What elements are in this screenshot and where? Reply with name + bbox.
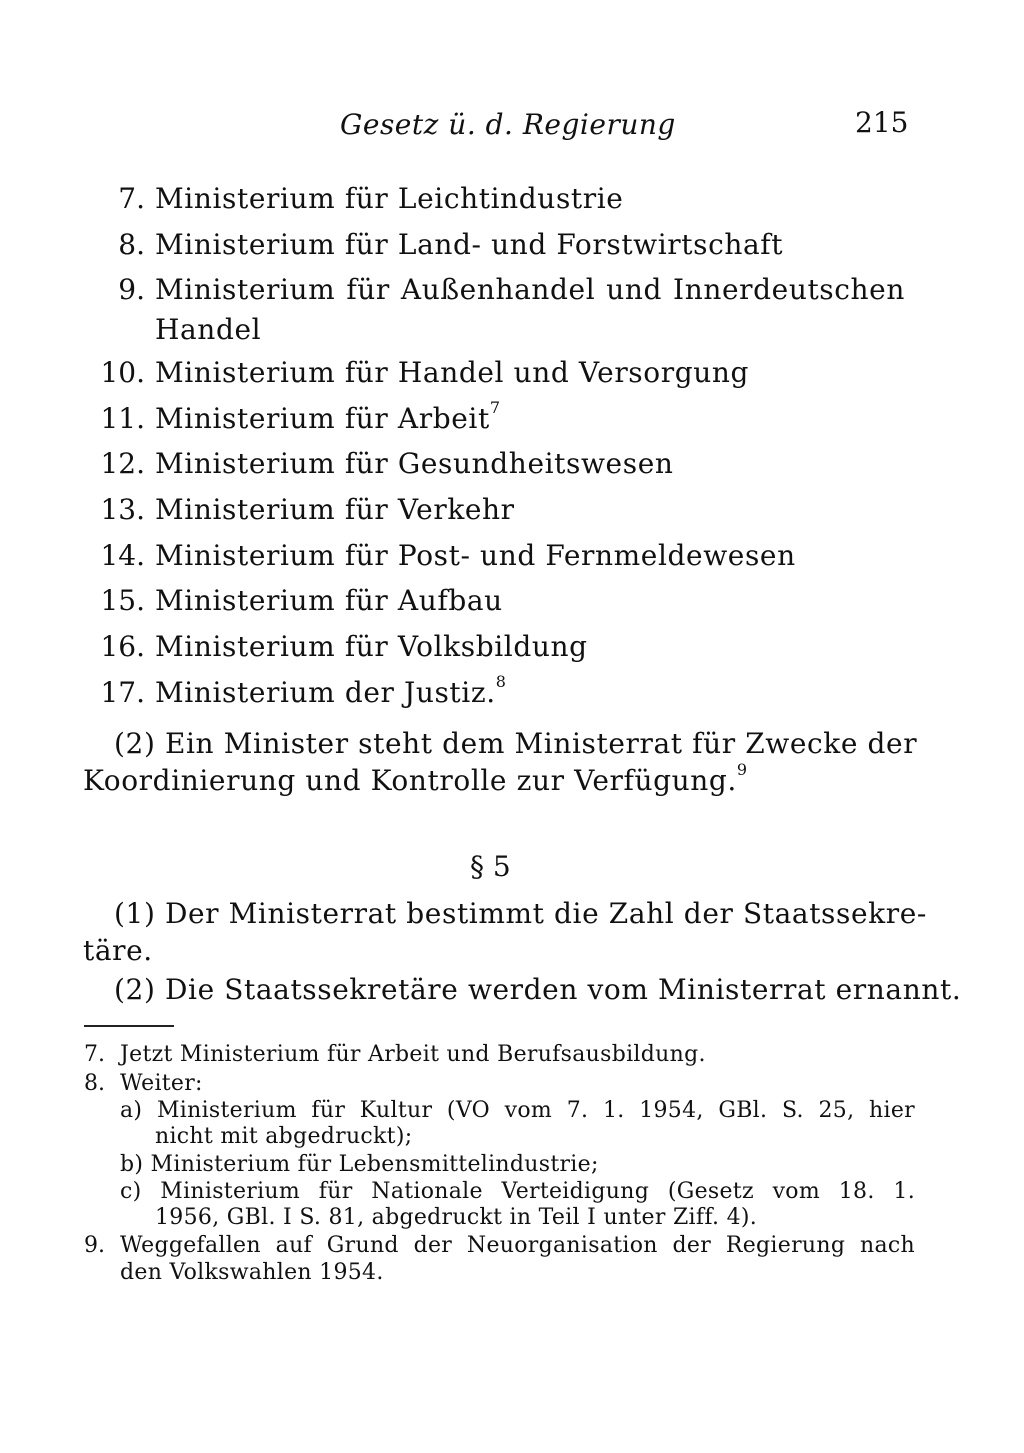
footnote-8b: b) Ministerium für Lebensmittelindustrie;	[120, 1152, 599, 1177]
section-5-para-2: (2) Die Staatssekretäre werden vom Ministerrat ernannt.	[114, 973, 962, 1006]
section-5-para-1-line-2: täre.	[83, 934, 153, 967]
footnote-8a-line-2: nicht mit abgedruckt);	[155, 1124, 413, 1149]
list-item-number: 13.	[100, 493, 145, 526]
list-item-number: 8.	[118, 228, 145, 261]
list-item: Ministerium für Handel und Versorgung	[155, 356, 750, 389]
list-item-number: 7.	[118, 182, 145, 215]
list-item: Ministerium für Volksbildung	[155, 630, 588, 663]
paragraph-2-line-2	[83, 760, 748, 797]
footnote-ref: 8	[495, 672, 507, 691]
list-item-continuation: Handel	[155, 313, 262, 346]
footnote-8: Weiter:	[120, 1071, 203, 1096]
list-item-number: 9.	[118, 273, 145, 306]
footnote-number: 7.	[84, 1042, 105, 1067]
footnote-9-line-1: Weggefallen auf Grund der Neuorganisation der Regierung nach	[120, 1233, 915, 1258]
list-item-number: 14.	[100, 539, 145, 572]
footnote-8c-line-1: c) Ministerium für Nationale Verteidigung (Gesetz vom 18. 1.	[120, 1179, 915, 1204]
list-item-number: 17.	[100, 676, 145, 709]
paragraph-2-text: Koordinierung und Kontrolle zur Verfügung.	[83, 764, 737, 797]
footnote-9-line-2: den Volkswahlen 1954.	[120, 1260, 384, 1285]
list-item-label: Ministerium für Arbeit	[155, 402, 490, 435]
list-item-number: 12.	[100, 447, 145, 480]
footnote-divider	[84, 1025, 174, 1027]
list-item: Ministerium für Außenhandel und Innerdeutschen	[155, 273, 905, 306]
list-item	[155, 398, 501, 435]
footnote-8c-line-2: 1956, GBl. I S. 81, abgedruckt in Teil I unter Ziff. 4).	[155, 1205, 758, 1230]
list-item-number: 11.	[100, 402, 145, 435]
list-item: Ministerium für Land- und Forstwirtschaft	[155, 228, 784, 261]
page-number: 215	[855, 106, 909, 139]
footnote-ref: 9	[736, 760, 748, 779]
list-item: Ministerium für Verkehr	[155, 493, 515, 526]
list-item: Ministerium für Post- und Fernmeldewesen	[155, 539, 796, 572]
list-item	[155, 672, 507, 709]
paragraph-2-line-1: (2) Ein Minister steht dem Ministerrat für Zwecke der	[114, 727, 918, 760]
list-item-number: 15.	[100, 584, 145, 617]
footnote-8a-line-1: a) Ministerium für Kultur (VO vom 7. 1. 1954, GBl. S. 25, hier	[120, 1098, 915, 1123]
footnote-number: 8.	[84, 1071, 105, 1096]
running-title: Gesetz ü. d. Regierung	[340, 108, 676, 141]
list-item-number: 10.	[100, 356, 145, 389]
footnote-number: 9.	[84, 1233, 105, 1258]
list-item-number: 16.	[100, 630, 145, 663]
section-heading: § 5	[470, 850, 511, 883]
footnote-7: Jetzt Ministerium für Arbeit und Berufsausbildung.	[120, 1042, 706, 1067]
list-item: Ministerium für Aufbau	[155, 584, 503, 617]
footnote-ref: 7	[489, 398, 501, 417]
list-item: Ministerium für Leichtindustrie	[155, 182, 624, 215]
list-item: Ministerium für Gesundheitswesen	[155, 447, 674, 480]
list-item-label: Ministerium der Justiz.	[155, 676, 496, 709]
section-5-para-1-line-1: (1) Der Ministerrat bestimmt die Zahl der Staatssekre-	[114, 897, 927, 930]
